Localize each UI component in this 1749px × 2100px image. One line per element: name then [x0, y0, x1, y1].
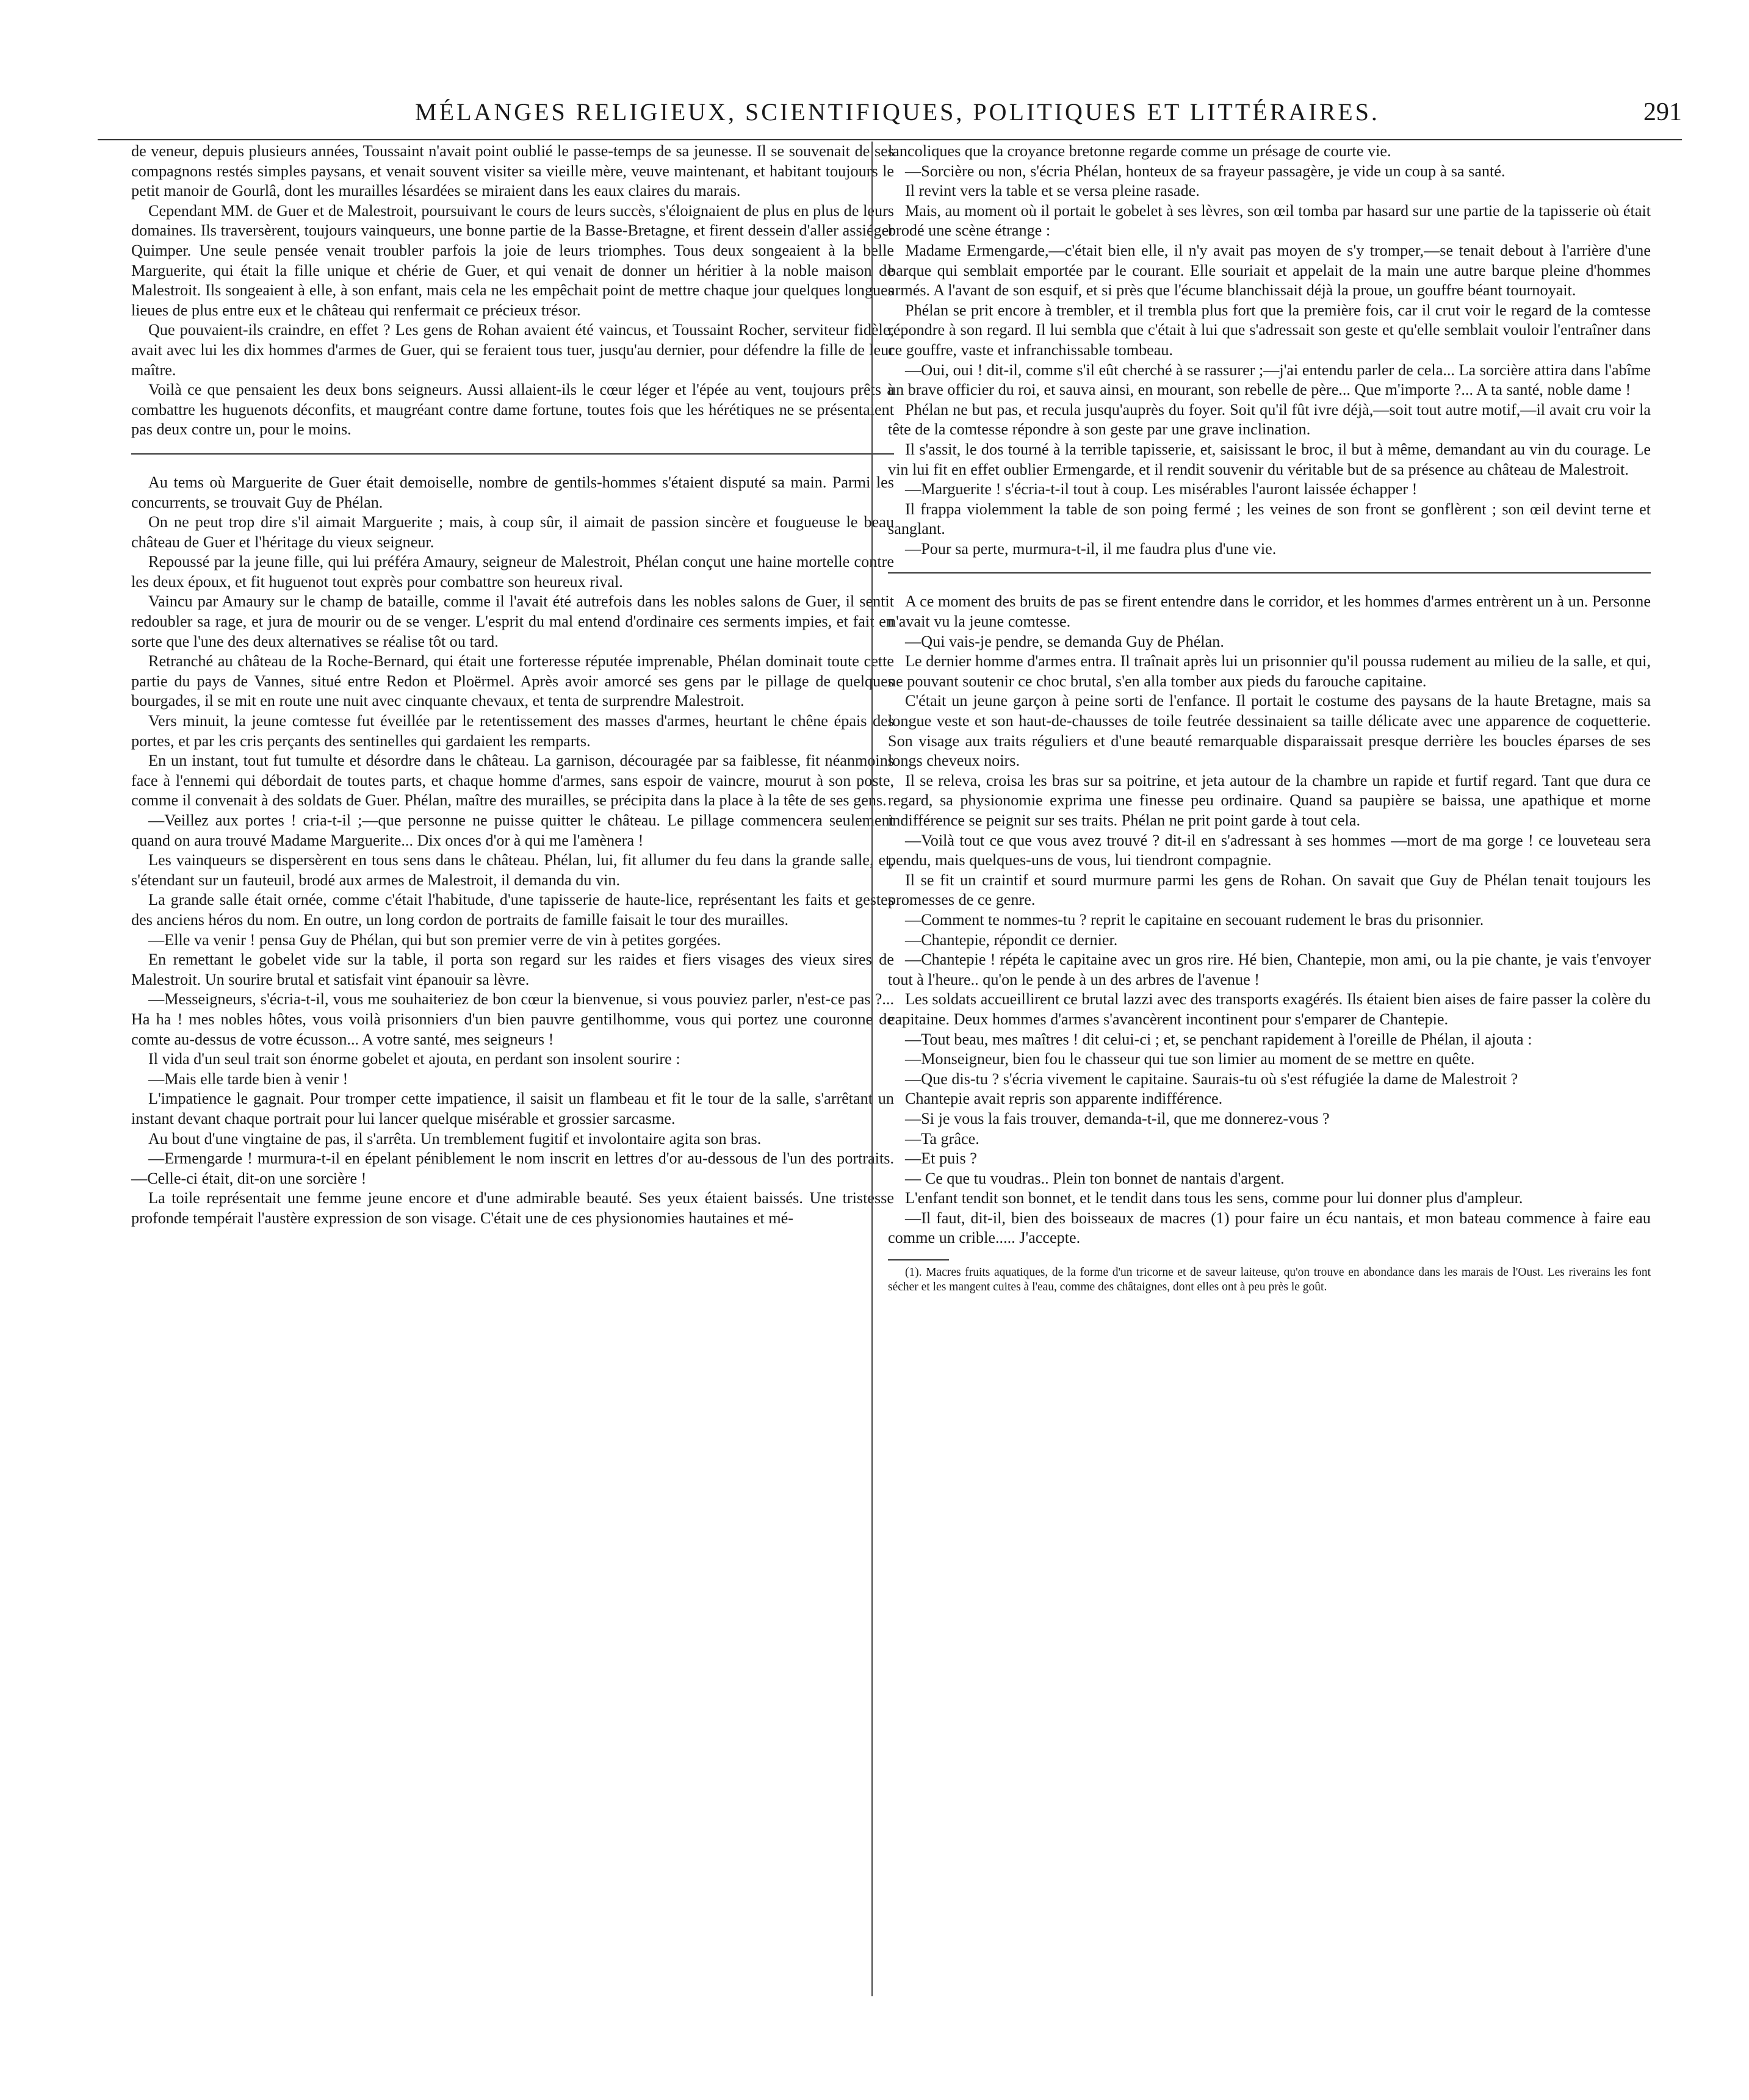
paragraph: Cependant MM. de Guer et de Malestroit, poursuivant le cours de leurs succès, s'éloignaient de plus en plus de leurs domaines. Ils traversèrent, toujours vainqueurs, une bonne partie de la Basse-Bretagne, et firent dessein d'aller assiéger Quimper. Une seule pensée venait troubler parfois la joie de leurs triomphes. Tous deux songeaient à la belle Marguerite, qui était la fille unique et chérie de Guer, et qui venait de donner un héritier à la noble maison de Malestroit. Ils songeaient à elle, à son enfant, mais cela ne les empêchait point de mettre chaque jour quelques longues lieues de plus entre eux et le château qui renfermait ce précieux trésor.: [131, 201, 894, 319]
paragraph: On ne peut trop dire s'il aimait Marguerite ; mais, à coup sûr, il aimait de passion sincère et fougueuse le beau château de Guer et l'héritage du vieux seigneur.: [131, 513, 894, 551]
paragraph: —Pour sa perte, murmura-t-il, il me faudra plus d'une vie.: [905, 539, 1277, 558]
paragraph: —Qui vais-je pendre, se demanda Guy de Phélan.: [905, 632, 1224, 650]
paragraph: Au tems où Marguerite de Guer était demoiselle, nombre de gentils-hommes s'étaient disputé sa main. Parmi les concurrents, se trouvait Guy de Phélan.: [131, 473, 894, 511]
paragraph: —Messeigneurs, s'écria-t-il, vous me souhaiteriez de bon cœur la bienvenue, si vous pouviez parler, n'est-ce pas ?... Ha ha ! mes nobles hôtes, vous voilà prisonniers d'un bien pauvre gentilhomme, vous qui portez une couronne de comte au-dessus de votre écusson... A votre santé, mes seigneurs !: [131, 990, 894, 1048]
paragraph: Mais, au moment où il portait le gobelet à ses lèvres, son œil tomba par hasard sur une partie de la tapisserie où était brodé une scène étrange :: [888, 201, 1651, 240]
paragraph: —Il faut, dit-il, bien des boisseaux de macres (1) pour faire un écu nantais, et mon bateau commence à faire eau comme un crible..... J'accepte.: [888, 1209, 1651, 1247]
paragraph: Les vainqueurs se dispersèrent en tous sens dans le château. Phélan, lui, fit allumer du feu dans la grande salle, et, s'étendant sur un fauteuil, brodé aux armes de Malestroit, il demanda du vin.: [131, 851, 894, 889]
paragraph: —Que dis-tu ? s'écria vivement le capitaine. Saurais-tu où s'est réfugiée la dame de Malestroit ?: [905, 1070, 1518, 1088]
paragraph: lancoliques que la croyance bretonne regarde comme un présage de courte vie.: [888, 142, 1391, 160]
paragraph: Phélan se prit encore à trembler, et il trembla plus fort que la première fois, car il crut voir le regard de la comtesse répondre à son regard. Il lui sembla que c'était à lui que s'adressait son geste et qu'elle semblait vouloir l'entraîner dans ce gouffre, vaste et infranchissable tombeau.: [888, 301, 1651, 359]
paragraph: En un instant, tout fut tumulte et désordre dans le château. La garnison, découragée par sa faiblesse, fit néanmoins face à l'ennemi qui débordait de toutes parts, et chaque homme d'armes, sans espoir de vaincre, mourut à son poste, comme il convenait à des soldats de Guer. Phélan, maître des murailles, se précipita dans la place à la tête de ses gens.: [131, 752, 894, 810]
paragraph: Le dernier homme d'armes entra. Il traînait après lui un prisonnier qu'il poussa rudement au milieu de la salle, et qui, ne pouvant soutenir ce choc brutal, s'en alla tomber aux pieds du farouche capitaine.: [888, 652, 1651, 690]
running-title: MÉLANGES RELIGIEUX, SCIENTIFIQUES, POLITIQUES ET LITTÉRAIRES.: [415, 98, 1380, 126]
paragraph: Repoussé par la jeune fille, qui lui préféra Amaury, seigneur de Malestroit, Phélan conçut une haine mortelle contre les deux époux, et fit huguenot tout exprès pour combattre son heureux rival.: [131, 553, 894, 591]
paragraph: Il se fit un craintif et sourd murmure parmi les gens de Rohan. On savait que Guy de Phélan tenait toujours les promesses de ce genre.: [888, 871, 1651, 909]
paragraph: de veneur, depuis plusieurs années, Toussaint n'avait point oublié le passe-temps de sa jeunesse. Il se souvenait de ses compagnons restés simples paysans, et venait souvent visiter sa vieille mère, veuve maintenant, et habitant toujours le petit manoir de Gourlâ, dont les murailles lésardées se miraient dans les eaux claires du marais.: [131, 142, 894, 200]
paragraph: —Chantepie ! répéta le capitaine avec un gros rire. Hé bien, Chantepie, mon ami, ou la pie chante, je vais t'envoyer tout à l'heure.. qu'on le pende à un des arbres de l'avenue !: [888, 951, 1651, 988]
paragraph: —Marguerite ! s'écria-t-il tout à coup. Les misérables l'auront laissée échapper !: [905, 480, 1418, 498]
left-column: [131, 142, 894, 1228]
paragraph: Au bout d'une vingtaine de pas, il s'arrêta. Un tremblement fugitif et involontaire agita son bras.: [148, 1129, 762, 1148]
paragraph: En remettant le gobelet vide sur la table, il porta son regard sur les raides et fiers visages des vieux sires de Malestroit. Un sourire brutal et satisfait vint épanouir sa lèvre.: [131, 951, 894, 988]
paragraph: L'impatience le gagnait. Pour tromper cette impatience, il saisit un flambeau et fit le tour de la salle, s'arrêtant un instant devant chaque portrait pour lui lancer quelque misérable et grossier sarcasme.: [131, 1090, 894, 1127]
page-number: 291: [1643, 98, 1682, 126]
paragraph: Vers minuit, la jeune comtesse fut éveillée par le retentissement des masses d'armes, heurtant le chêne épais des portes, et par les cris perçants des sentinelles qui gardaient les remparts.: [131, 712, 894, 750]
section-separator: [131, 453, 894, 455]
page-header: [73, 98, 1694, 140]
right-column: [888, 142, 1651, 1295]
paragraph: Retranché au château de la Roche-Bernard, qui était une forteresse réputée imprenable, Phélan dominait toute cette partie du pays de Vannes, situé entre Redon et Ploërmel. Après avoir amorcé ses gens par le pillage de quelques bourgades, il se mit en route une nuit avec cinquante chevaux, et tenta de surprendre Malestroit.: [131, 652, 894, 710]
column-divider: [871, 142, 873, 1996]
paragraph: Il revint vers la table et se versa pleine rasade.: [905, 182, 1200, 200]
paragraph: —Monseigneur, bien fou le chasseur qui tue son limier au moment de se mettre en quête.: [905, 1050, 1475, 1068]
footnote: (1). Macres fruits aquatiques, de la forme d'un tricorne et de saveur laiteuse, qu'on trouve en abondance dans les marais de l'Oust. Les riverains les font sécher et les mangent cuites à l'eau, comme des châtaignes, dont elles ont à peu près le goût.: [888, 1266, 1651, 1294]
paragraph: —Et puis ?: [905, 1149, 977, 1168]
paragraph: —Elle va venir ! pensa Guy de Phélan, qui but son premier verre de vin à petites gorgées.: [148, 930, 721, 949]
paragraph: —Mais elle tarde bien à venir !: [148, 1070, 348, 1088]
paragraph: Phélan ne but pas, et recula jusqu'auprès du foyer. Soit qu'il fût ivre déjà,—soit tout autre motif,—il avait cru voir la tête de la comtesse répondre à son geste par une grave inclination.: [888, 400, 1651, 439]
section-separator: [888, 572, 1651, 574]
paragraph: —Voilà tout ce que vous avez trouvé ? dit-il en s'adressant à ses hommes —mort de ma gorge ! ce louveteau sera pendu, mais quelques-uns de vous, lui tiendront compagnie.: [888, 831, 1651, 869]
paragraph: Voilà ce que pensaient les deux bons seigneurs. Aussi allaient-ils le cœur léger et l'épée au vent, toujours prêts à combattre les huguenots déconfits, et maugréant contre dame fortune, toutes fois que les hérétiques ne se présentaient pas deux contre un, pour le moins.: [131, 381, 894, 439]
paragraph: —Comment te nommes-tu ? reprit le capitaine en secouant rudement le bras du prisonnier.: [905, 910, 1484, 929]
paragraph: A ce moment des bruits de pas se firent entendre dans le corridor, et les hommes d'armes entrèrent un à un. Personne n'avait vu la jeune comtesse.: [888, 592, 1651, 631]
paragraph: Chantepie avait repris son apparente indifférence.: [905, 1090, 1223, 1108]
paragraph: —Si je vous la fais trouver, demanda-t-il, que me donnerez-vous ?: [905, 1109, 1330, 1127]
header-rule: [98, 139, 1682, 140]
paragraph: Il s'assit, le dos tourné à la terrible tapisserie, et, saisissant le broc, il but à même, demandant au vin du courage. Le vin lui fit en effet oublier Ermengarde, et il rendit souvenir du véritable but de sa présence au château de Malestroit.: [888, 440, 1651, 478]
paragraph: Les soldats accueillirent ce brutal lazzi avec des transports exagérés. Ils étaient bien aises de faire passer la colère du capitaine. Deux hommes d'armes s'avancèrent incontinent pour s'emparer de Chantepie.: [888, 990, 1651, 1028]
paragraph: —Ta grâce.: [905, 1129, 979, 1148]
paragraph: Madame Ermengarde,—c'était bien elle, il n'y avait pas moyen de s'y tromper,—se tenait debout à l'arrière d'une barque qui semblait emportée par le courant. Elle souriait et appelait de la main une autre barque pleine d'hommes armés. A l'avant de son esquif, et si près que l'écume blanchissait déjà la proue, un gouffre béant tournoyait.: [888, 241, 1651, 300]
paragraph: —Ermengarde ! murmura-t-il en épelant péniblement le nom inscrit en lettres d'or au-dessous de l'un des portraits.—Celle-ci était, dit-on une sorcière !: [131, 1149, 894, 1187]
paragraph: —Tout beau, mes maîtres ! dit celui-ci ; et, se penchant rapidement à l'oreille de Phélan, il ajouta :: [905, 1030, 1532, 1048]
paragraph: La toile représentait une femme jeune encore et d'une admirable beauté. Ses yeux étaient baissés. Une tristesse profonde tempérait l'austère expression de son visage. C'était une de ces physionomies hautaines et mé-: [131, 1189, 894, 1227]
footnote-rule: [888, 1259, 949, 1260]
paragraph: — Ce que tu voudras.. Plein ton bonnet de nantais d'argent.: [905, 1169, 1285, 1187]
paragraph: Il vida d'un seul trait son énorme gobelet et ajouta, en perdant son insolent sourire :: [148, 1050, 680, 1068]
paragraph: —Oui, oui ! dit-il, comme s'il eût cherché à se rassurer ;—j'ai entendu parler de cela... La sorcière attira dans l'abîme un brave officier du roi, et sauva ainsi, en mourant, son rebelle de père... Que m'importe ?... A ta santé, noble dame !: [888, 361, 1651, 399]
paragraph: —Chantepie, répondit ce dernier.: [905, 930, 1118, 949]
paragraph: L'enfant tendit son bonnet, et le tendit dans tous les sens, comme pour lui donner plus d'ampleur.: [905, 1189, 1523, 1207]
paragraph: Vaincu par Amaury sur le champ de bataille, comme il l'avait été autrefois dans les nobles salons de Guer, il sentit redoubler sa rage, et jura de mourir ou de se venger. L'esprit du mal entend d'ordinaire ces serments impies, et fait en sorte que l'une des deux alternatives se réalise tôt ou tard.: [131, 592, 894, 650]
paragraph: La grande salle était ornée, comme c'était l'habitude, d'une tapisserie de haute-lice, représentant les faits et gestes des anciens héros du nom. En outre, un long cordon de portraits de famille faisait le tour des murailles.: [131, 891, 894, 929]
paragraph: Il se releva, croisa les bras sur sa poitrine, et jeta autour de la chambre un rapide et furtif regard. Tant que dura ce regard, sa physionomie exprima une finesse peu ordinaire. Quand sa paupière se baissa, une apathique et morne indifférence se peignit sur ses traits. Phélan ne prit point garde à tout cela.: [888, 771, 1651, 829]
paragraph: —Veillez aux portes ! cria-t-il ;—que personne ne puisse quitter le château. Le pillage commencera seulement quand on aura trouvé Madame Marguerite... Dix onces d'or à qui me l'amènera !: [131, 811, 894, 849]
paragraph: C'était un jeune garçon à peine sorti de l'enfance. Il portait le costume des paysans de la haute Bretagne, mais sa longue veste et son haut-de-chausses de toile feutrée dessinaient sa taille délicate avec une apparence de coquetterie. Son visage aux traits réguliers et d'une beauté remarquable disparaissait presque derrière les boucles éparses de ses longs cheveux noirs.: [888, 692, 1651, 770]
paragraph: —Sorcière ou non, s'écria Phélan, honteux de sa frayeur passagère, je vide un coup à sa santé.: [905, 162, 1506, 180]
paragraph: Que pouvaient-ils craindre, en effet ? Les gens de Rohan avaient été vaincus, et Toussaint Rocher, serviteur fidèle, avait avec lui les dix hommes d'armes de Guer, qui se feraient tous tuer, jusqu'au dernier, pour défendre la fille de leur maître.: [131, 321, 894, 379]
paragraph: Il frappa violemment la table de son poing fermé ; les veines de son front se gonflèrent ; son œil devint terne et sanglant.: [888, 500, 1651, 538]
